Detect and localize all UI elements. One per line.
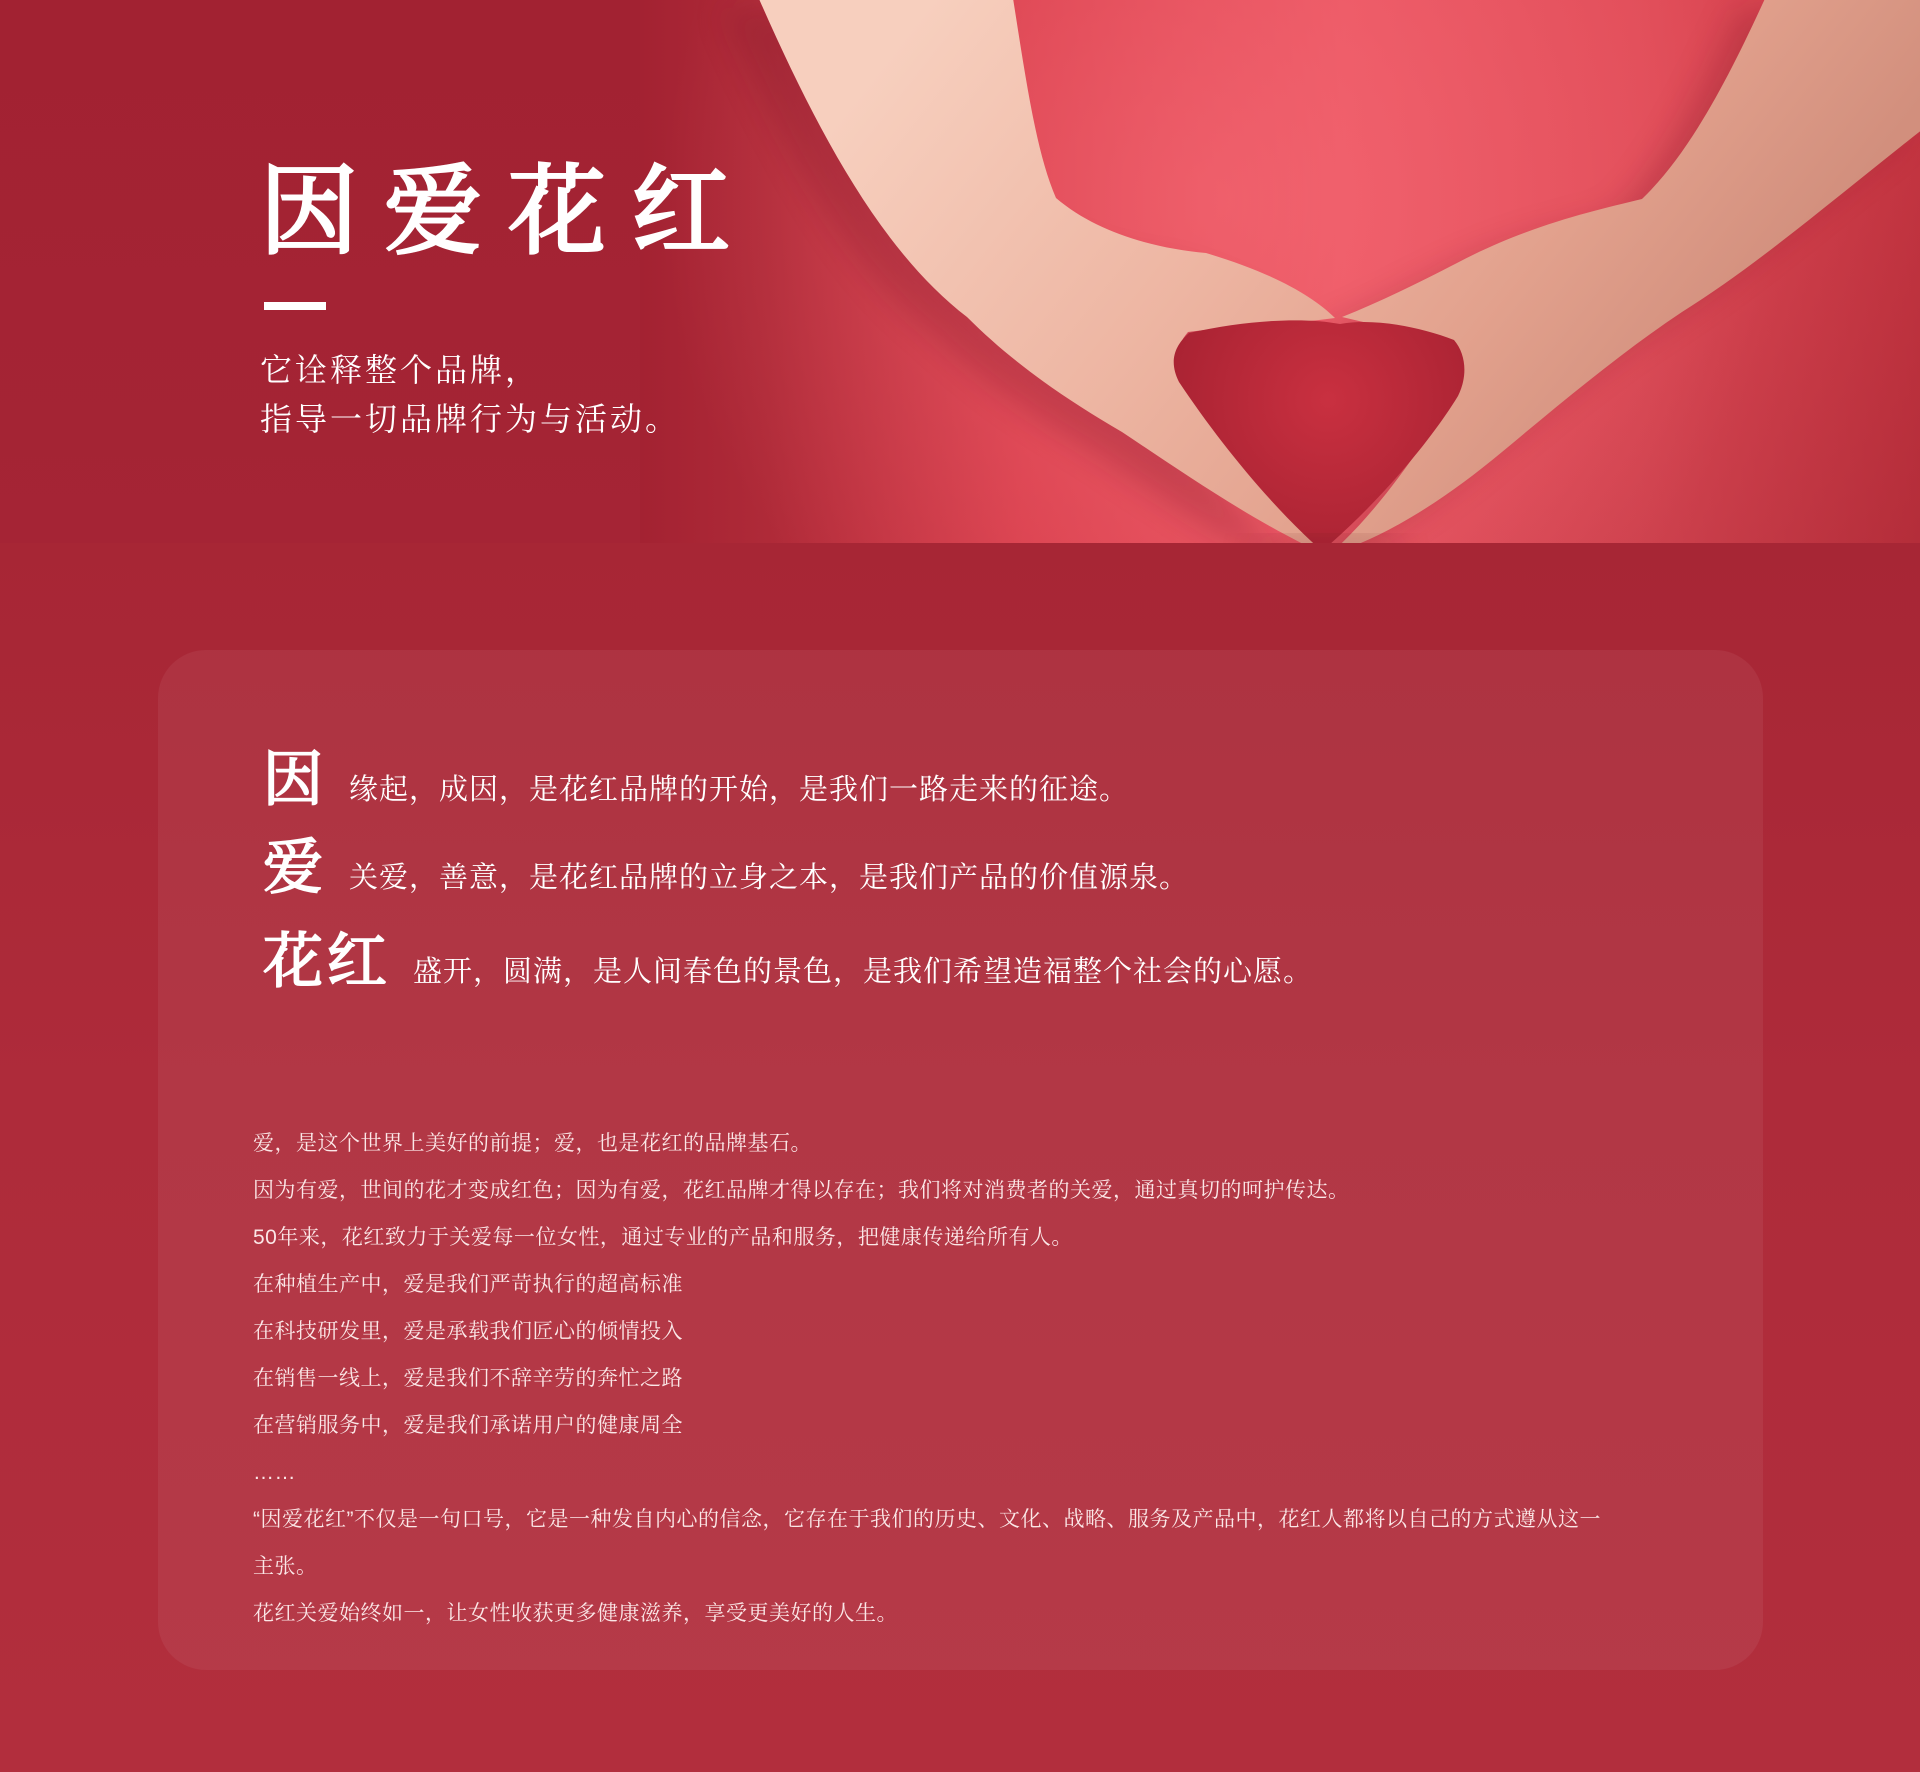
title-divider [264,302,326,310]
term-definitions [263,746,1314,995]
manifesto-line: 爱，是这个世界上美好的前提；爱，也是花红的品牌基石。 [253,1132,812,1155]
page-title: 因爱花红 [260,156,757,266]
manifesto-text [253,1120,1723,1637]
manifesto-line: “因爱花红”不仅是一句口号，它是一种发自内心的信念，它存在于我们的历史、文化、战略、服务及产品中，花红人都将以自己的方式遵从这一 [253,1508,1601,1531]
term-description: 关爱，善意，是花红品牌的立身之本，是我们产品的价值源泉。 [349,861,1190,894]
manifesto-line: …… [253,1461,296,1484]
term-description: 缘起，成因，是花红品牌的开始，是我们一路走来的征途。 [349,773,1130,806]
definition-row-ai [263,834,1313,901]
manifesto-line: 花红关爱始终如一，让女性收获更多健康滋养，享受更美好的人生。 [253,1602,898,1625]
content-section [0,543,1920,1772]
definition-row-yin [263,746,1313,813]
hero-subtitle-line1: 它诠释整个品牌， [260,351,541,388]
manifesto-line: 在销售一线上，爱是我们不辞辛劳的奔忙之路 [253,1367,683,1390]
term-description: 盛开，圆满，是人间春色的景色，是我们希望造福整个社会的心愿。 [413,955,1314,988]
heart-hands-illustration [640,0,1920,543]
manifesto-line: 在种植生产中，爱是我们严苛执行的超高标准 [253,1273,683,1296]
manifesto-line: 主张。 [253,1555,318,1578]
manifesto-line: 因为有爱，世间的花才变成红色；因为有爱，花红品牌才得以存在；我们将对消费者的关爱，通过真切的呵护传达。 [253,1179,1350,1202]
hero-subtitle-line2: 指导一切品牌行为与活动。 [260,400,681,437]
term-text: 因 [263,746,327,813]
manifesto-line: 50年来，花红致力于关爱每一位女性，通过专业的产品和服务，把健康传递给所有人。 [253,1226,1073,1249]
hero-section [0,0,1920,543]
hero-text-block [260,156,757,444]
content-card [158,650,1763,1670]
term-text: 花红 [263,928,391,995]
manifesto-line: 在科技研发里，爱是承载我们匠心的倾情投入 [253,1320,683,1343]
term-text: 爱 [263,834,327,901]
manifesto-line: 在营销服务中，爱是我们承诺用户的健康周全 [253,1414,683,1437]
definition-row-huahong [263,928,1314,995]
